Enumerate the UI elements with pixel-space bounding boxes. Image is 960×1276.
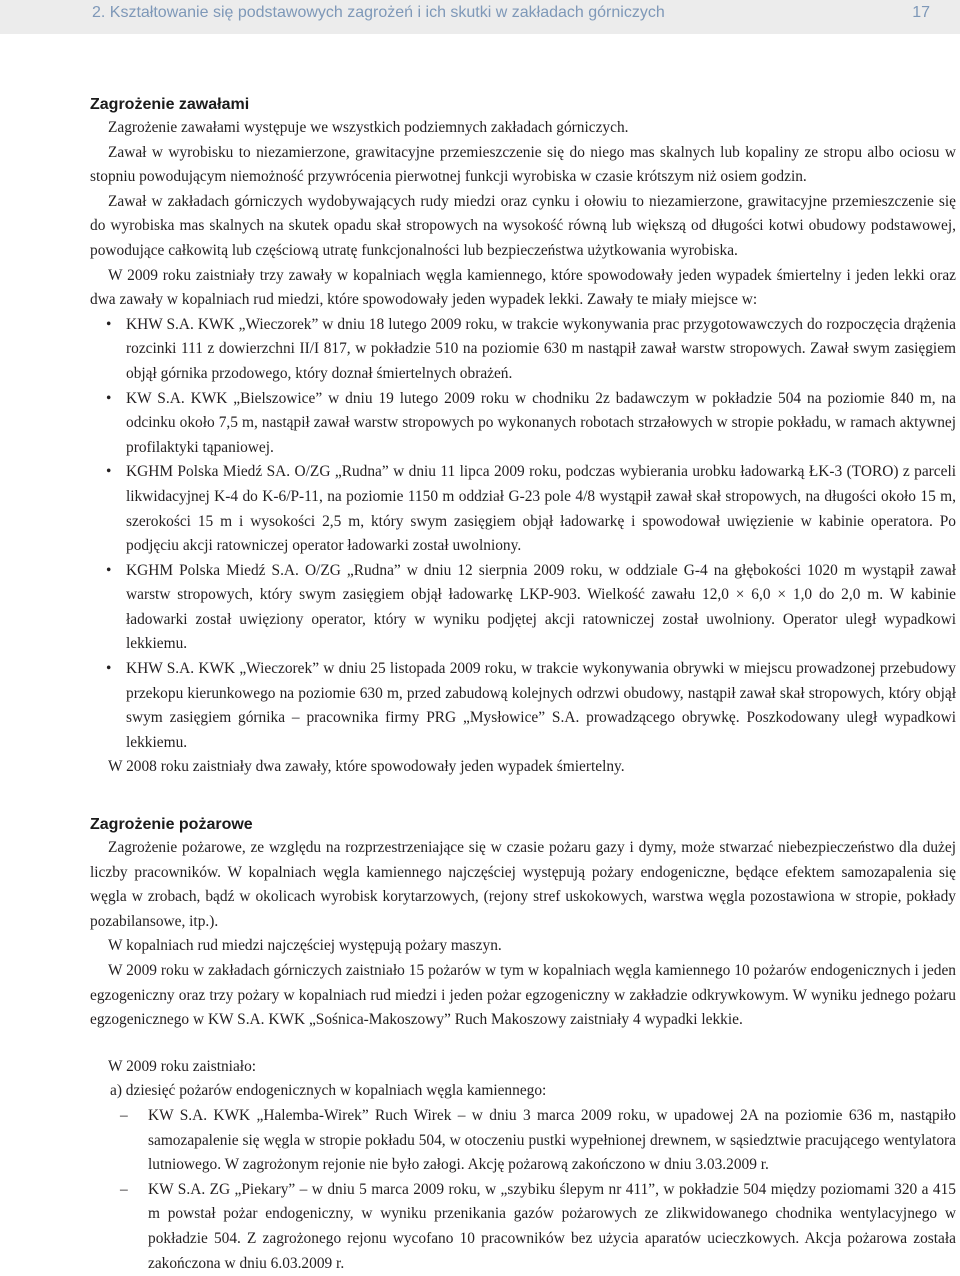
page-number: 17 (912, 4, 930, 21)
list-item: • KHW S.A. KWK „Wieczorek” w dniu 18 lutego 2009 roku, w trakcie wykonywania prac przygotowawczych do rozpoczęcia drążenia rozcinki 111 z dowierzchni II/I 817, w pokładzie 510 na poziomie 630 m nastąpił zawał warstw stropowych. Zawał swym zasięgiem objął górnika przodowego, który doznał śmiertelnych obrażeń. (90, 313, 956, 387)
list-item: • KGHM Polska Miedź S.A. O/ZG „Rudna” w dniu 12 sierpnia 2009 roku, w oddziale G-4 na głębokości 1020 m wystąpił zawał warstw stropowych, który swym zasięgiem objął ładowarkę LKP-903. Wielkość zawału 12,0 × 6,0 × 1,0 do 2,0 m. W kabinie ładowarki został uwięziony operator, który w wyniku podjętej akcji ratowniczej został uwolniony. Operator uległ wypadkowi lekkiemu. (90, 559, 956, 657)
running-head (0, 0, 960, 34)
collapse-list (90, 313, 956, 756)
fire-list (90, 1104, 956, 1276)
paragraph: Zagrożenie pożarowe, ze względu na rozprzestrzeniające się w czasie pożaru gazy i dymy, może stwarzać niebezpieczeństwo dla dużej liczby pracowników. W kopalniach węgla kamiennego najczęściej występują pożary endogeniczne, będące efektem samozapalenia się węgla w zrobach, bądź w okolicach wyrobisk korytarzowych, (rejony stref uskokowych, warstwa węgla pozostawiona w stropie, pokłady pozabilansowe, itp.). (90, 839, 956, 930)
paragraph: W 2009 roku w zakładach górniczych zaistniało 15 pożarów w tym w kopalniach węgla kamiennego 10 pożarów endogenicznych i jeden egzogeniczny oraz trzy pożary w kopalniach rud miedzi i jeden pożar egzogeniczny w zakładzie odkrywkowym. W wyniku jednego pożaru egzogenicznego w KW S.A. KWK „Sośnica-Makoszowy” Ruch Makoszowy zaistniały 4 wypadki lekkie. (90, 962, 956, 1029)
paragraph: W 2009 roku zaistniało: (108, 1057, 257, 1075)
page-body (90, 94, 956, 1276)
spacer (90, 780, 956, 814)
paragraph: W kopalniach rud miedzi najczęściej występują pożary maszyn. (108, 937, 502, 955)
paragraph: W 2008 roku zaistniały dwa zawały, które spowodowały jeden wypadek śmiertelny. (108, 758, 625, 776)
list-item: • KHW S.A. KWK „Wieczorek” w dniu 25 listopada 2009 roku, w trakcie wykonywania obrywki w miejscu prowadzonej przebudowy przekopu kierunkowego na poziomie 630 m, przed zabudową kolejnych odrzwi obudowy, nastąpił zawał skał stropowych, który objął swym zasięgiem górnika – pracownika firmy PRG „Mysłowice” S.A. prowadzącego obrywkę. Poszkodowany uległ wypadkowi lekkiemu. (90, 657, 956, 755)
paragraph: Zagrożenie zawałami występuje we wszystkich podziemnych zakładach górniczych. (108, 119, 629, 136)
section-heading-collapse: Zagrożenie zawałami (90, 96, 250, 113)
sub-list-heading: a) dziesięć pożarów endogenicznych w kopalniach węgla kamiennego: (110, 1082, 547, 1100)
chapter-title: 2. Kształtowanie się podstawowych zagrożeń i ich skutki w zakładach górniczych (92, 4, 665, 21)
section-heading-fire: Zagrożenie pożarowe (90, 816, 253, 834)
list-item: – KW S.A. KWK „Halemba-Wirek” Ruch Wirek – w dniu 3 marca 2009 roku, w upadowej 2A na poziomie 636 m, nastąpiło samozapalenie się węgla w stropie pokładu 504, w otoczeniu pustki wypełnionej drewnem, w sąsiedztwie pracującego wentylatora lutniowego. W zagrożonym rejonie nie było załogi. Akcję pożarową zakończono w dniu 3.03.2009 r. (90, 1104, 956, 1178)
list-item: • KW S.A. KWK „Bielszowice” w dniu 19 lutego 2009 roku w chodniku 2z badawczym w pokładzie 504 na poziomie 840 m, na odcinku około 7,5 m, nastąpił zawał warstw stropowych po wykonanych robotach strzałowych w stropie pokładu, w ramach aktywnej profilaktyki tąpaniowej. (90, 387, 956, 461)
paragraph: Zawał w wyrobisku to niezamierzone, grawitacyjne przemieszczenie się do niego mas skalnych lub kopaliny ze stropu albo ociosu w stopniu powodującym niemożność przywrócenia pierwotnej funkcji wyrobiska w czasie krótszym niż osiem godzin. (90, 143, 956, 186)
list-item: • KGHM Polska Miedź SA. O/ZG „Rudna” w dniu 11 lipca 2009 roku, podczas wybierania urobku ładowarką ŁK-3 (TORO) z parceli likwidacyjnej K-4 do K-6/P-11, na poziomie 1150 m oddział G-23 pole 4/8 wystąpił zawał skał stropowych, na długości około 15 m, szerokości 15 m i wysokości 2,5 m, który swym zasięgiem objął ładowarkę i spowodował uwięzienie w kabinie operatora. Po podjęciu akcji ratowniczej operator ładowarki został uwolniony. (90, 460, 956, 558)
spacer (90, 1033, 956, 1055)
paragraph: Zawał w zakładach górniczych wydobywających rudy miedzi oraz cynku i ołowiu to niezamierzone, grawitacyjne przemieszczenie się do wyrobiska mas skalnych na skutek opadu skał stropowych na wysokość równą lub większą od długości kotwi obudowy podstawowej, powodujące całkowitą lub częściową utratę funkcjonalności lub bezpieczeństwa użytkowania wyrobiska. (90, 192, 956, 259)
paragraph: W 2009 roku zaistniały trzy zawały w kopalniach węgla kamiennego, które spowodowały jeden wypadek śmiertelny i jeden lekki oraz dwa zawały w kopalniach rud miedzi, które spowodowały jeden wypadek lekki. Zawały te miały miejsce w: (90, 266, 956, 309)
list-item: – KW S.A. ZG „Piekary” – w dniu 5 marca 2009 roku, w „szybiku ślepym nr 411”, w pokładzie 504 między poziomami 320 a 415 m powstał pożar endogeniczny, w wyniku przenikania gazów pożarowych ze zlikwidowanego chodnika wentylacyjnego w pokładzie 504. Z zagrożonego rejonu wycofano 10 pracowników bez użycia aparatów ucieczkowych. Akcja pożarowa została zakończona w dniu 6.03.2009 r. (90, 1178, 956, 1276)
